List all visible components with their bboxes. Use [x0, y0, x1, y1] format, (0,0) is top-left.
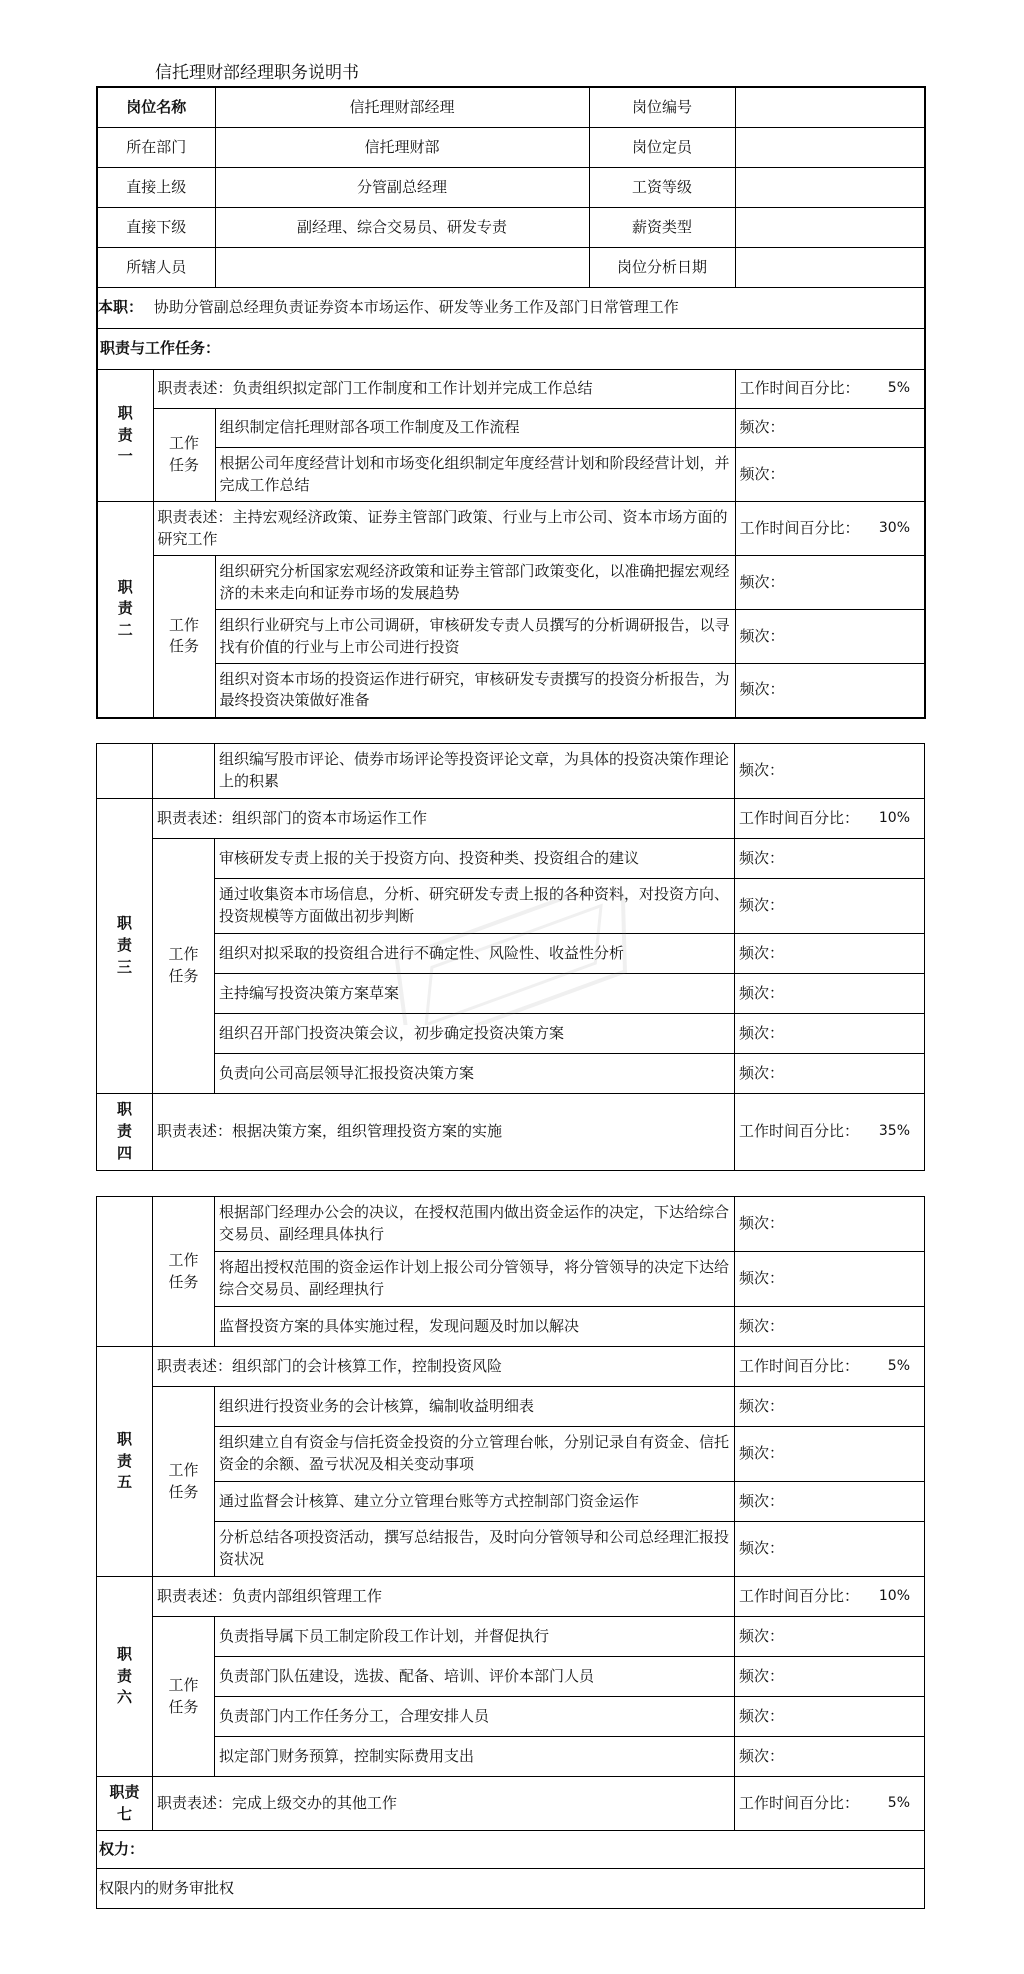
duty5-task-3: 通过监督会计核算、建立分立管理台账等方式控制部门资金运作 — [215, 1482, 735, 1522]
duty7-pct: 5% — [887, 1794, 910, 1811]
duty4-desc: 根据决策方案，组织管理投资方案的实施 — [232, 1122, 503, 1141]
dept-label: 所在部门 — [97, 128, 215, 168]
duty5-desc: 组织部门的会计核算工作，控制投资风险 — [232, 1356, 503, 1375]
duty5-task-3-freq: 频次： — [735, 1482, 925, 1522]
duty5-task-row — [97, 1387, 925, 1427]
duty6-pct: 10% — [878, 1587, 910, 1604]
duty6-task-2: 负责部门队伍建设，选拔、配备、培训、评价本部门人员 — [215, 1657, 735, 1697]
duty6-label: 职责六 — [97, 1577, 153, 1777]
duty6-task-row — [97, 1697, 925, 1737]
job-description-table-page1 — [96, 86, 926, 719]
duty7-label: 职责七 — [97, 1777, 153, 1831]
duty3-desc-row — [97, 799, 925, 839]
duty6-task-row — [97, 1617, 925, 1657]
pos-no-label: 岗位编号 — [632, 97, 693, 116]
core-duty-row — [97, 288, 925, 329]
duty1-task-2: 根据公司年度经营计划和市场变化组织制定年度经营计划和阶段经营计划，并完成工作总结 — [215, 448, 735, 502]
duty3-task-2: 通过收集资本市场信息，分析、研究研发专责上报的各种资料，对投资方向、投资规模等方面做出初步判断 — [215, 879, 735, 934]
duty5-task-1-freq: 频次： — [735, 1387, 925, 1427]
duty4-task-1-freq: 频次： — [735, 1197, 925, 1252]
duty3-task-row — [97, 1054, 925, 1094]
basic-row-2 — [97, 128, 925, 168]
duty3-label: 职责三 — [97, 799, 153, 1094]
core-duty-label: 本职： — [98, 298, 144, 317]
duty1-desc: 负责组织拟定部门工作制度和工作计划并完成工作总结 — [232, 379, 593, 398]
duty5-task-row — [97, 1427, 925, 1482]
duty6-task-1-freq: 频次： — [735, 1617, 925, 1657]
duty7-pct-label: 工作时间百分比： — [739, 1793, 860, 1812]
duty1-desc-row — [97, 370, 925, 409]
duty4-task-3: 监督投资方案的具体实施过程，发现问题及时加以解决 — [215, 1307, 735, 1347]
basic-row-4 — [97, 208, 925, 248]
duty3-desc: 组织部门的资本市场运作工作 — [232, 808, 428, 827]
duty1-label: 职责一 — [97, 370, 153, 502]
authority-label: 权力： — [97, 1831, 925, 1869]
duty6-desc-prefix: 职责表述： — [157, 1586, 233, 1605]
duty4-task-1: 根据部门经理办公会的决议，在授权范围内做出资金运作的决定，下达给综合交易员、副经理具体执行 — [215, 1197, 735, 1252]
authority-text: 权限内的财务审批权 — [97, 1869, 925, 1909]
duty4-desc-prefix: 职责表述： — [157, 1122, 233, 1141]
duty1-task-label: 工作任务 — [153, 409, 215, 502]
duty4-task-row — [97, 1197, 925, 1252]
duty4-desc-row — [97, 1094, 925, 1171]
duty6-task-row — [97, 1657, 925, 1697]
duty3-task-1-freq: 频次： — [735, 839, 925, 879]
duty6-task-2-freq: 频次： — [735, 1657, 925, 1697]
analysis-date-value — [735, 248, 925, 288]
duty4-task-label: 工作任务 — [153, 1197, 215, 1347]
authority-header-row — [97, 1831, 925, 1869]
staff-value — [216, 248, 590, 287]
duty2-task-label: 工作任务 — [153, 556, 215, 718]
duty1-pct: 5% — [887, 380, 911, 397]
duty2-task-3: 组织对资本市场的投资运作进行研究，审核研发专责撰写的投资分析报告，为最终投资决策做好准备 — [215, 664, 735, 718]
basic-row-1 — [97, 87, 925, 128]
pos-no-value — [735, 87, 925, 128]
duty5-task-label: 工作任务 — [153, 1387, 215, 1577]
duty5-task-2-freq: 频次： — [735, 1427, 925, 1482]
duty2-task-row — [97, 556, 925, 610]
watermark-logo — [395, 895, 655, 1025]
duty7-desc-row — [97, 1777, 925, 1831]
duty4-pct-label: 工作时间百分比： — [739, 1122, 860, 1141]
duty5-task-4: 分析总结各项投资活动，撰写总结报告，及时向分管领导和公司总经理汇报投资状况 — [215, 1522, 735, 1577]
duty2-task-2-freq: 频次： — [735, 610, 925, 664]
duty4-label: 职责四 — [97, 1094, 153, 1171]
duty4-task-3-freq: 频次： — [735, 1307, 925, 1347]
duty3-task-1: 审核研发专责上报的关于投资方向、投资种类、投资组合的建议 — [215, 839, 735, 879]
duty7-desc: 完成上级交办的其他工作 — [232, 1793, 398, 1812]
subordinate-value: 副经理、综合交易员、研发专责 — [216, 208, 590, 247]
duty5-label: 职责五 — [97, 1347, 153, 1577]
duty6-task-1: 负责指导属下员工制定阶段工作计划，并督促执行 — [215, 1617, 735, 1657]
duty4-task-row — [97, 1252, 925, 1307]
duty2-desc: 主持宏观经济政策、证券主管部门政策、行业与上市公司、资本市场方面的研究工作 — [157, 507, 728, 548]
core-duty-text: 协助分管副总经理负责证券资本市场运作、研发等业务工作及部门日常管理工作 — [153, 298, 679, 317]
basic-row-3 — [97, 168, 925, 208]
duty3-task-3: 组织对拟采取的投资组合进行不确定性、风险性、收益性分析 — [215, 934, 735, 974]
duty2-task-row — [97, 610, 925, 664]
duty2-task-3-freq: 频次： — [735, 664, 925, 718]
duty3-task-4-freq: 频次： — [735, 974, 925, 1014]
document-title: 信托理财部经理职务说明书 — [155, 63, 359, 83]
duty7-desc-prefix: 职责表述： — [157, 1793, 233, 1812]
duty1-desc-prefix: 职责表述： — [157, 379, 233, 398]
duty6-task-label: 工作任务 — [153, 1617, 215, 1777]
duty2-task-4-freq: 频次： — [735, 744, 925, 799]
duty2-task-4: 组织编写股市评论、债券市场评论等投资评论文章，为具体的投资决策作理论上的积累 — [215, 744, 735, 799]
duty6-task-4-freq: 频次： — [735, 1737, 925, 1777]
duty6-desc: 负责内部组织管理工作 — [232, 1586, 383, 1605]
duty1-task-row — [97, 409, 925, 448]
duty1-task-row — [97, 448, 925, 502]
duty2-task-1: 组织研究分析国家宏观经济政策和证券主管部门政策变化，以准确把握宏观经济的未来走向和证券市场的发展趋势 — [215, 556, 735, 610]
duty2-desc-prefix: 职责表述： — [157, 507, 233, 526]
pos-name-label: 岗位名称 — [97, 87, 215, 128]
duty2-task-row — [97, 664, 925, 718]
duties-header: 职责与工作任务： — [97, 329, 925, 370]
duty4-task-2: 将超出授权范围的资金运作计划上报公司分管领导，将分管领导的决定下达给综合交易员、副经理执行 — [215, 1252, 735, 1307]
superior-value: 分管副总经理 — [216, 168, 590, 207]
duty3-task-4: 主持编写投资决策方案草案 — [215, 974, 735, 1014]
duty6-task-4: 拟定部门财务预算，控制实际费用支出 — [215, 1737, 735, 1777]
duty3-task-5: 组织召开部门投资决策会议，初步确定投资决策方案 — [215, 1014, 735, 1054]
duty3-task-2-freq: 频次： — [735, 879, 925, 934]
duty5-desc-row — [97, 1347, 925, 1387]
duty6-task-3: 负责部门内工作任务分工，合理安排人员 — [215, 1697, 735, 1737]
duties-header-row — [97, 329, 925, 370]
duty3-task-label: 工作任务 — [153, 839, 215, 1094]
duty6-pct-label: 工作时间百分比： — [739, 1586, 860, 1605]
duty3-task-3-freq: 频次： — [735, 934, 925, 974]
duty3-pct-label: 工作时间百分比： — [739, 808, 860, 827]
dept-value: 信托理财部 — [216, 128, 590, 167]
basic-row-5 — [97, 248, 925, 288]
duty2-desc-row — [97, 502, 925, 556]
duty5-pct-label: 工作时间百分比： — [739, 1356, 860, 1375]
duty1-task-1: 组织制定信托理财部各项工作制度及工作流程 — [215, 409, 735, 448]
duty3-task-6-freq: 频次： — [735, 1054, 925, 1094]
duty5-pct: 5% — [887, 1357, 910, 1374]
duty2-task-1-freq: 频次： — [735, 556, 925, 610]
duty3-task-5-freq: 频次： — [735, 1014, 925, 1054]
salary-type-label: 薪资类型 — [632, 217, 693, 236]
duty3-pct: 10% — [878, 809, 910, 826]
salary-type-value — [735, 208, 925, 248]
grade-value — [735, 168, 925, 208]
duty1-pct-label: 工作时间百分比： — [739, 379, 860, 398]
duty3-desc-prefix: 职责表述： — [157, 808, 233, 827]
duty5-task-2: 组织建立自有资金与信托资金投资的分立管理台帐，分别记录自有资金、信托资金的余额、盈亏状况及相关变动事项 — [215, 1427, 735, 1482]
duty2-task-2: 组织行业研究与上市公司调研，审核研发专责人员撰写的分析调研报告，以寻找有价值的行业与上市公司进行投资 — [215, 610, 735, 664]
duty4-pct: 35% — [878, 1123, 910, 1140]
duty3-task-6: 负责向公司高层领导汇报投资决策方案 — [215, 1054, 735, 1094]
duty4-task-2-freq: 频次： — [735, 1252, 925, 1307]
duty3-task-row — [97, 839, 925, 879]
duty6-desc-row — [97, 1577, 925, 1617]
quota-value — [735, 128, 925, 168]
duty2-pct: 30% — [878, 519, 911, 536]
duty2-pct-label: 工作时间百分比： — [739, 518, 860, 537]
duty1-task-2-freq: 频次： — [735, 448, 925, 502]
duty5-task-row — [97, 1522, 925, 1577]
duty5-desc-prefix: 职责表述： — [157, 1356, 233, 1375]
duty2-task-row — [97, 744, 925, 799]
quota-label: 岗位定员 — [632, 137, 693, 156]
duty1-task-1-freq: 频次： — [735, 409, 925, 448]
analysis-date-label: 岗位分析日期 — [617, 257, 708, 276]
duty6-task-row — [97, 1737, 925, 1777]
authority-row — [97, 1869, 925, 1909]
superior-label: 直接上级 — [97, 168, 215, 208]
staff-label: 所辖人员 — [97, 248, 215, 288]
pos-name-value: 信托理财部经理 — [216, 88, 590, 127]
job-description-table-page3 — [96, 1196, 925, 1909]
duty2-label: 职责二 — [97, 502, 153, 718]
grade-label: 工资等级 — [632, 177, 693, 196]
duty5-task-4-freq: 频次： — [735, 1522, 925, 1577]
subordinate-label: 直接下级 — [97, 208, 215, 248]
duty5-task-1: 组织进行投资业务的会计核算，编制收益明细表 — [215, 1387, 735, 1427]
duty4-task-row — [97, 1307, 925, 1347]
duty5-task-row — [97, 1482, 925, 1522]
duty6-task-3-freq: 频次： — [735, 1697, 925, 1737]
